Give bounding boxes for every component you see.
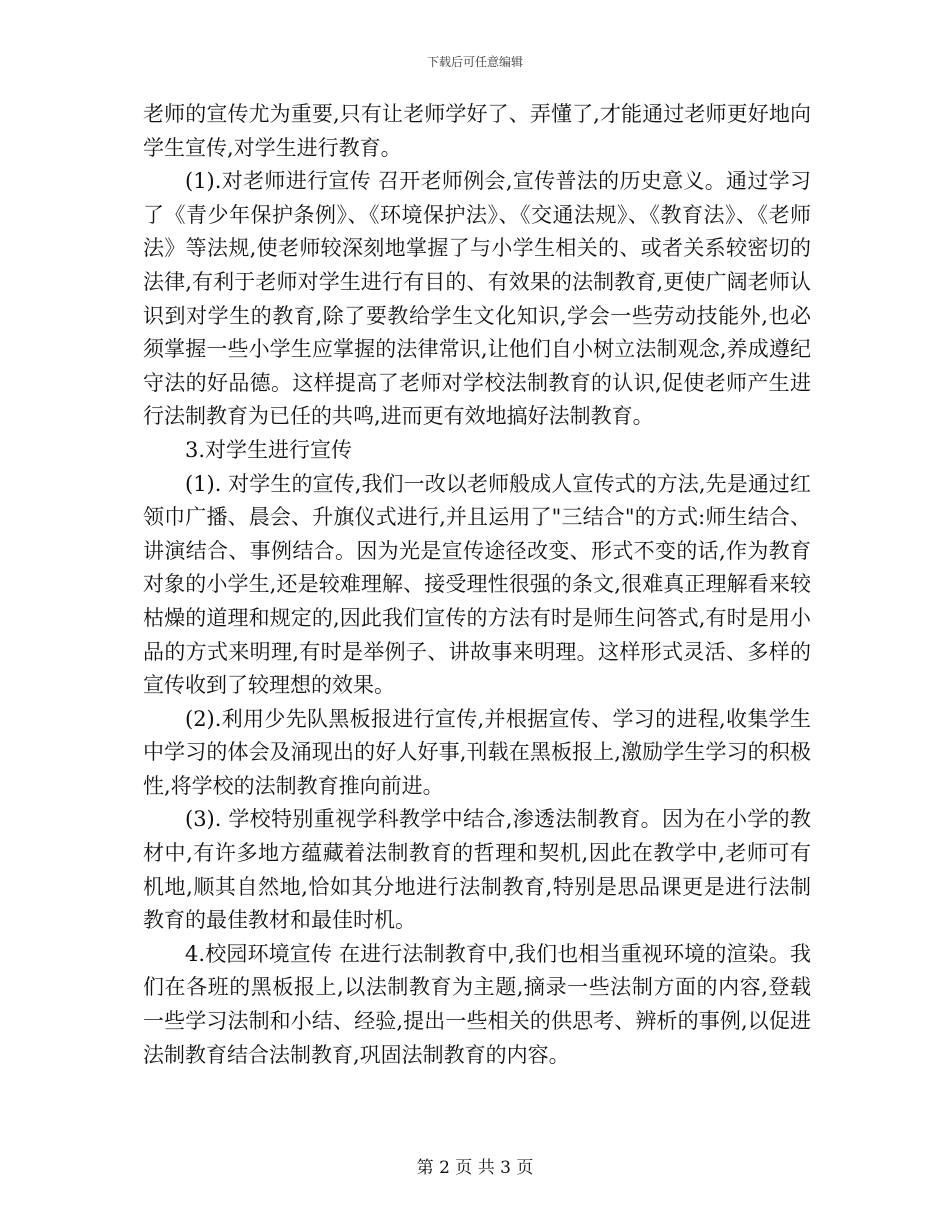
paragraph: (1). 对学生的宣传,我们一改以老师般成人宣传式的方法,先是通过红领巾广播、晨会、升旗仪式进行,并且运用了"三结合"的方式:师生结合、讲演结合、事例结合。因为光是宣传途径改变、形式不变的话,作为教育对象的小学生,还是较难理解、接受理性很强的条文,很难真正理解看来较枯燥的道理和规定的,因此我们宣传的方法有时是师生问答式,有时是用小品的方式来明理,有时是举例子、讲故事来明理。这样形式灵活、多样的宣传收到了较理想的效果。 [143, 471, 811, 698]
paragraph: (3). 学校特别重视学科教学中结合,渗透法制教育。因为在小学的教材中,有许多地方蕴藏着法制教育的哲理和契机,因此在教学中,老师可有机地,顺其自然地,恰如其分地进行法制教育,特别是思品课更是进行法制教育的最佳教材和最佳时机。 [143, 807, 811, 933]
paragraph: 4.校园环境宣传 在进行法制教育中,我们也相当重视环境的渲染。我们在各班的黑板报上,以法制教育为主题,摘录一些法制方面的内容,登载一些学习法制和小结、经验,提出一些相关的供思考、辨析的事例,以促进法制教育结合法制教育,巩固法制教育的内容。 [143, 941, 811, 1067]
body-text [143, 98, 811, 1072]
section-heading: 3.对学生进行宣传 [185, 437, 353, 462]
paragraph: (1).对老师进行宣传 召开老师例会,宣传普法的历史意义。通过学习了《青少年保护条例》、《环境保护法》、《交通法规》、《教育法》、《老师法》等法规,使老师较深刻地掌握了与小学生相关的、或者关系较密切的法律,有利于老师对学生进行有目的、有效果的法制教育,更使广阔老师认识到对学生的教育,除了要教给学生文化知识,学会一些劳动技能外,也必须掌握一些小学生应掌握的法律常识,让他们自小树立法制观念,养成遵纪守法的好品德。这样提高了老师对学校法制教育的认识,促使老师产生进行法制教育为已任的共鸣,进而更有效地搞好法制教育。 [143, 169, 811, 429]
header-note: 下载后可任意编辑 [426, 55, 523, 69]
paragraph: (2).利用少先队黑板报进行宣传,并根据宣传、学习的进程,收集学生中学习的体会及涌现出的好人好事,刊载在黑板报上,激励学生学习的积极性,将学校的法制教育推向前进。 [143, 706, 811, 798]
page-number: 第 2 页 共 3 页 [416, 1158, 534, 1178]
paragraph: 老师的宣传尤为重要,只有让老师学好了、弄懂了,才能通过老师更好地向学生宣传,对学生进行教育。 [143, 102, 811, 160]
